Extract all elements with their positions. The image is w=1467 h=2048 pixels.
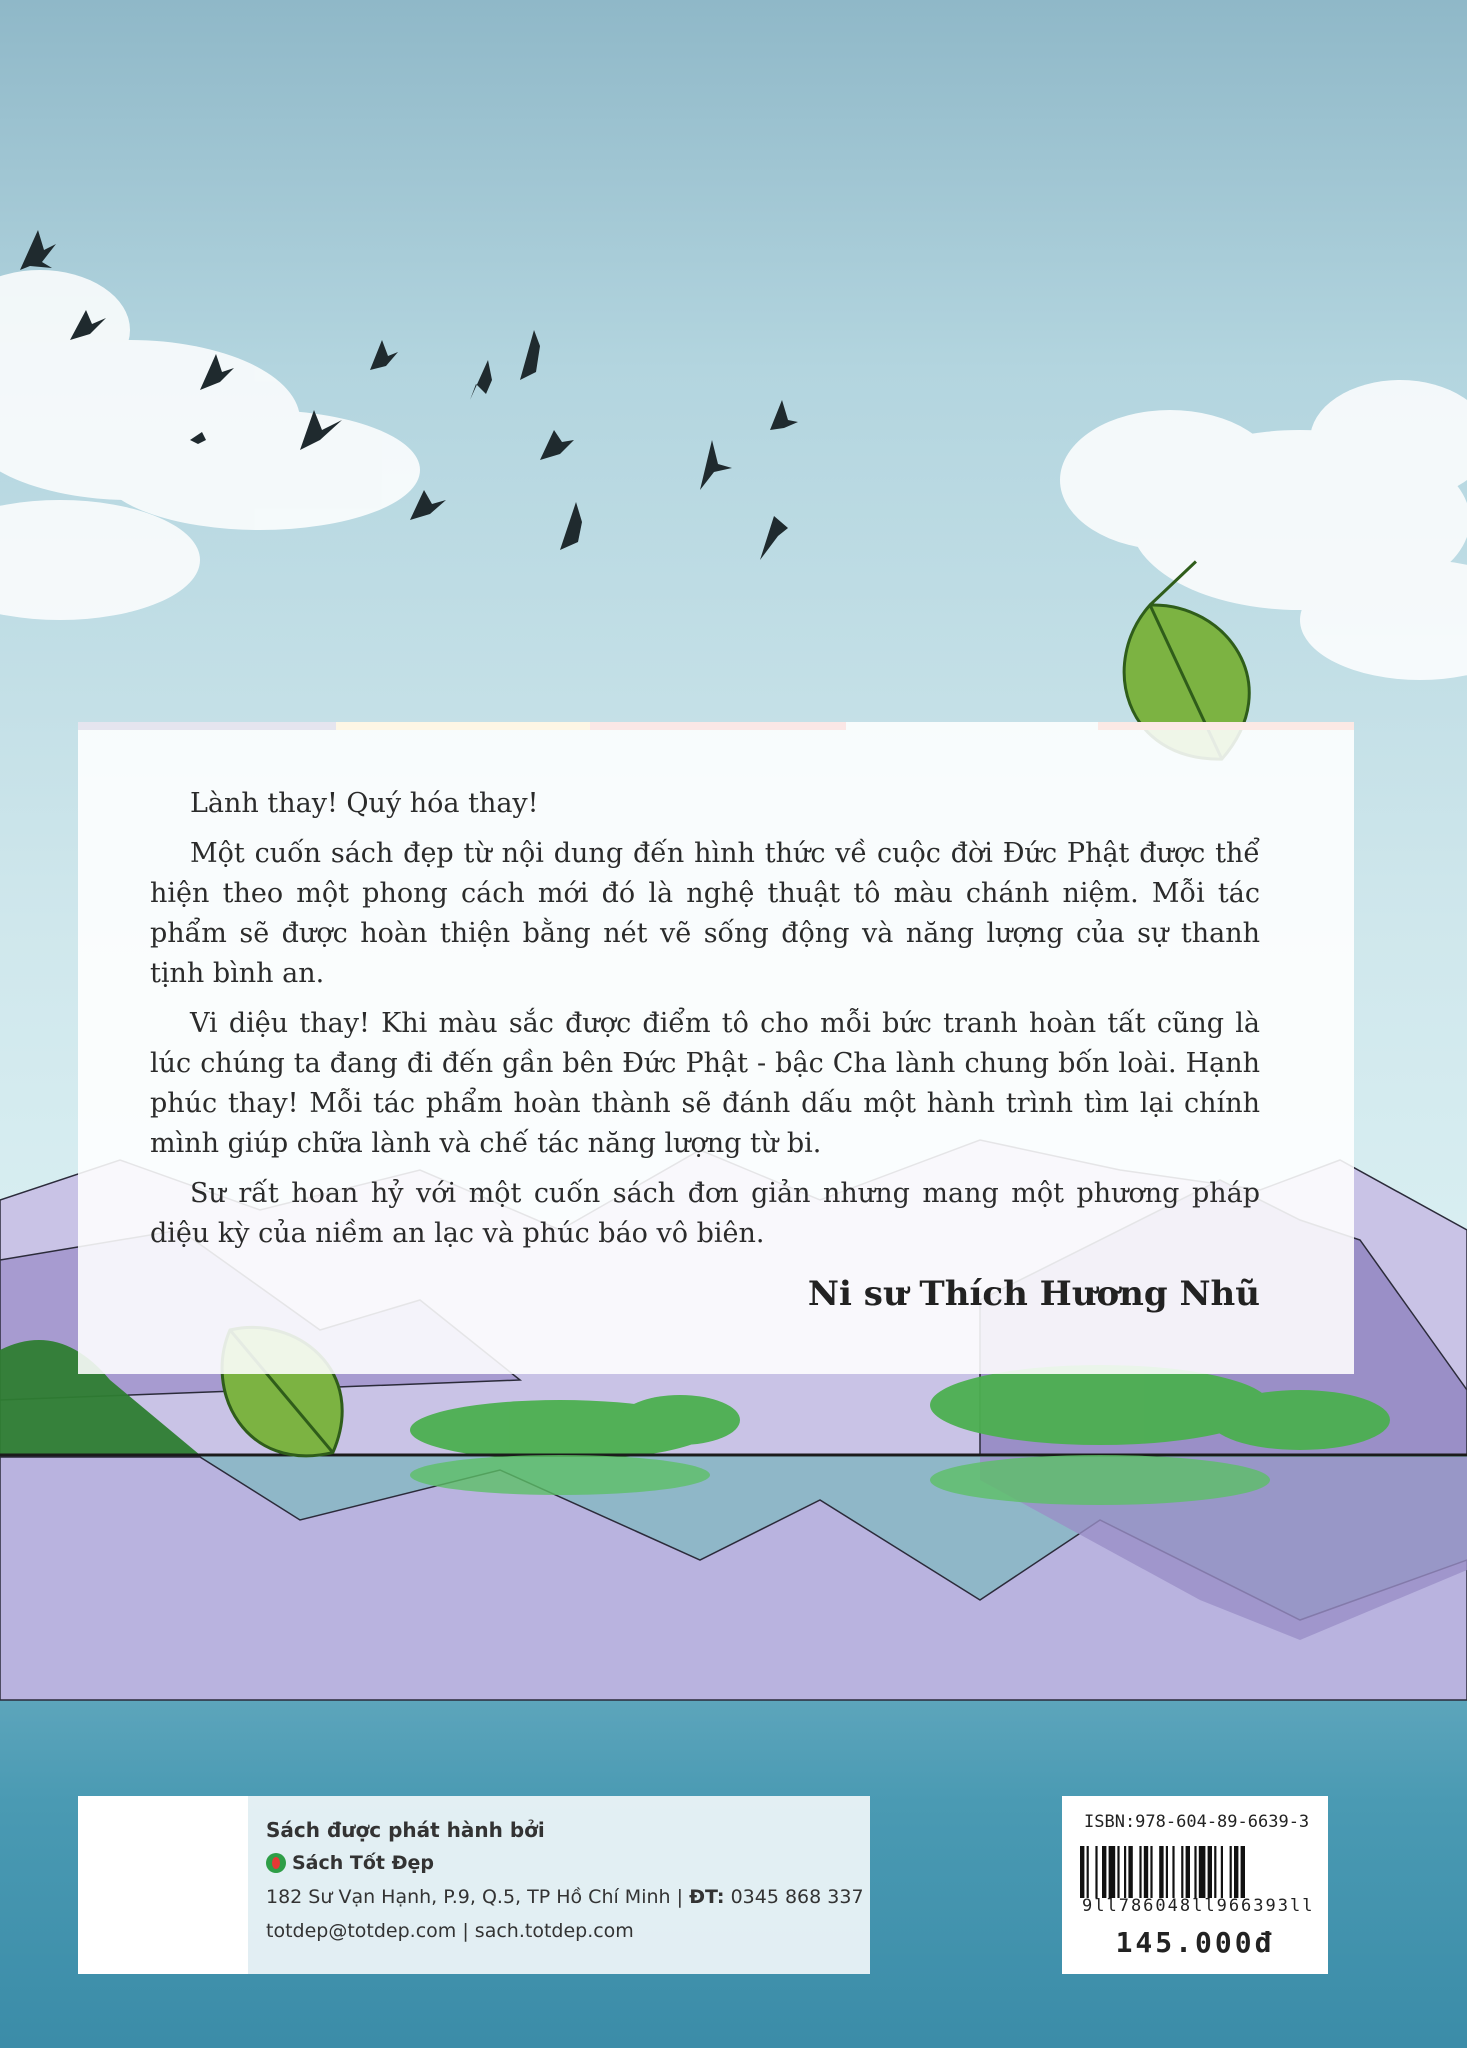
barcode-bar — [1150, 1846, 1152, 1898]
price-label: 145.000đ — [1115, 1926, 1275, 1959]
publisher-address: 182 Sư Vạn Hạnh, P.9, Q.5, TP Hồ Chí Minh — [266, 1886, 671, 1908]
barcode-bar — [1234, 1846, 1238, 1898]
barcode-bar — [1214, 1846, 1216, 1898]
barcode-graphic — [1080, 1846, 1312, 1898]
barcode-bar — [1181, 1846, 1183, 1898]
barcode-bar — [1144, 1846, 1148, 1898]
barcode-bar — [1159, 1846, 1163, 1898]
barcode-bar — [1172, 1846, 1174, 1898]
blurb-text — [150, 784, 1260, 1264]
blurb-paragraph: Lành thay! Quý hóa thay! — [190, 788, 539, 819]
isbn-barcode-box — [1062, 1796, 1328, 1974]
barcode-bar — [1241, 1846, 1245, 1898]
barcode-bar — [1095, 1846, 1097, 1898]
publisher-online: totdep@totdep.com | sach.totdep.com — [266, 1920, 634, 1942]
barcode-bar — [1208, 1846, 1212, 1898]
phone-label: ĐT: — [689, 1886, 725, 1908]
brand-logo-icon — [266, 1853, 286, 1873]
barcode-bar — [1166, 1846, 1168, 1898]
lake-reflection — [0, 1455, 1467, 1700]
barcode-bar — [1221, 1846, 1223, 1898]
blurb-paragraph: Sư rất hoan hỷ với một cuốn sách đơn giản nhưng mang một phương pháp diệu kỳ của niềm an lạc và phúc báo vô biên. — [150, 1178, 1260, 1249]
author-signature: Ni sư Thích Hương Nhũ — [807, 1274, 1260, 1314]
publisher-phone: 0345 868 337 — [730, 1886, 864, 1908]
publisher-info — [78, 1796, 870, 1974]
publisher-contact: 182 Sư Vạn Hạnh, P.9, Q.5, TP Hồ Chí Minh | ĐT: 0345 868 337 — [266, 1886, 864, 1908]
clouds — [0, 270, 1467, 680]
barcode-bar — [1080, 1846, 1084, 1898]
barcode-bar — [1186, 1846, 1190, 1898]
publisher-heading: Sách được phát hành bởi — [266, 1818, 545, 1842]
barcode-bar — [1109, 1846, 1116, 1898]
blurb-paragraph: Một cuốn sách đẹp từ nội dung đến hình thức về cuộc đời Đức Phật được thể hiện theo một phong cách mới đó là nghệ thuật tô màu chánh niệm. Mỗi tác phẩm sẽ được hoàn thiện bằng nét vẽ sống động và năng lượng của sự thanh tịnh bình an. — [150, 838, 1260, 989]
barcode-bar — [1139, 1846, 1141, 1898]
publisher-text — [266, 1818, 864, 1954]
publisher-brand-name: Sách Tốt Đẹp — [292, 1852, 435, 1874]
barcode-bar — [1087, 1846, 1089, 1898]
sticker-blank-area — [78, 1796, 248, 1974]
publisher-brand — [266, 1852, 864, 1874]
barcode-bar — [1102, 1846, 1106, 1898]
barcode-digits: 9ll786048ll966393ll — [1082, 1896, 1315, 1916]
barcode-bar — [1199, 1846, 1206, 1898]
blurb-panel — [78, 722, 1354, 1374]
blurb-paragraph: Vi diệu thay! Khi màu sắc được điểm tô cho mỗi bức tranh hoàn tất cũng là lúc chúng ta đang đi đến gần bên Đức Phật - bậc Cha lành chung bốn loài. Hạnh phúc thay! Mỗi tác phẩm hoàn thành sẽ đánh dấu một hành trình tìm lại chính mình giúp chữa lành và chế tác năng lượng từ bi. — [150, 1008, 1260, 1159]
barcode-bar — [1128, 1846, 1132, 1898]
publisher-email: totdep@totdep.com — [266, 1920, 457, 1942]
barcode-bar — [1124, 1846, 1126, 1898]
isbn-number: ISBN:978-604-89-6639-3 — [1084, 1812, 1310, 1832]
publisher-website: sach.totdep.com — [474, 1920, 634, 1942]
barcode-bar — [1117, 1846, 1119, 1898]
barcode-bar — [1230, 1846, 1232, 1898]
barcode-bar — [1194, 1846, 1196, 1898]
